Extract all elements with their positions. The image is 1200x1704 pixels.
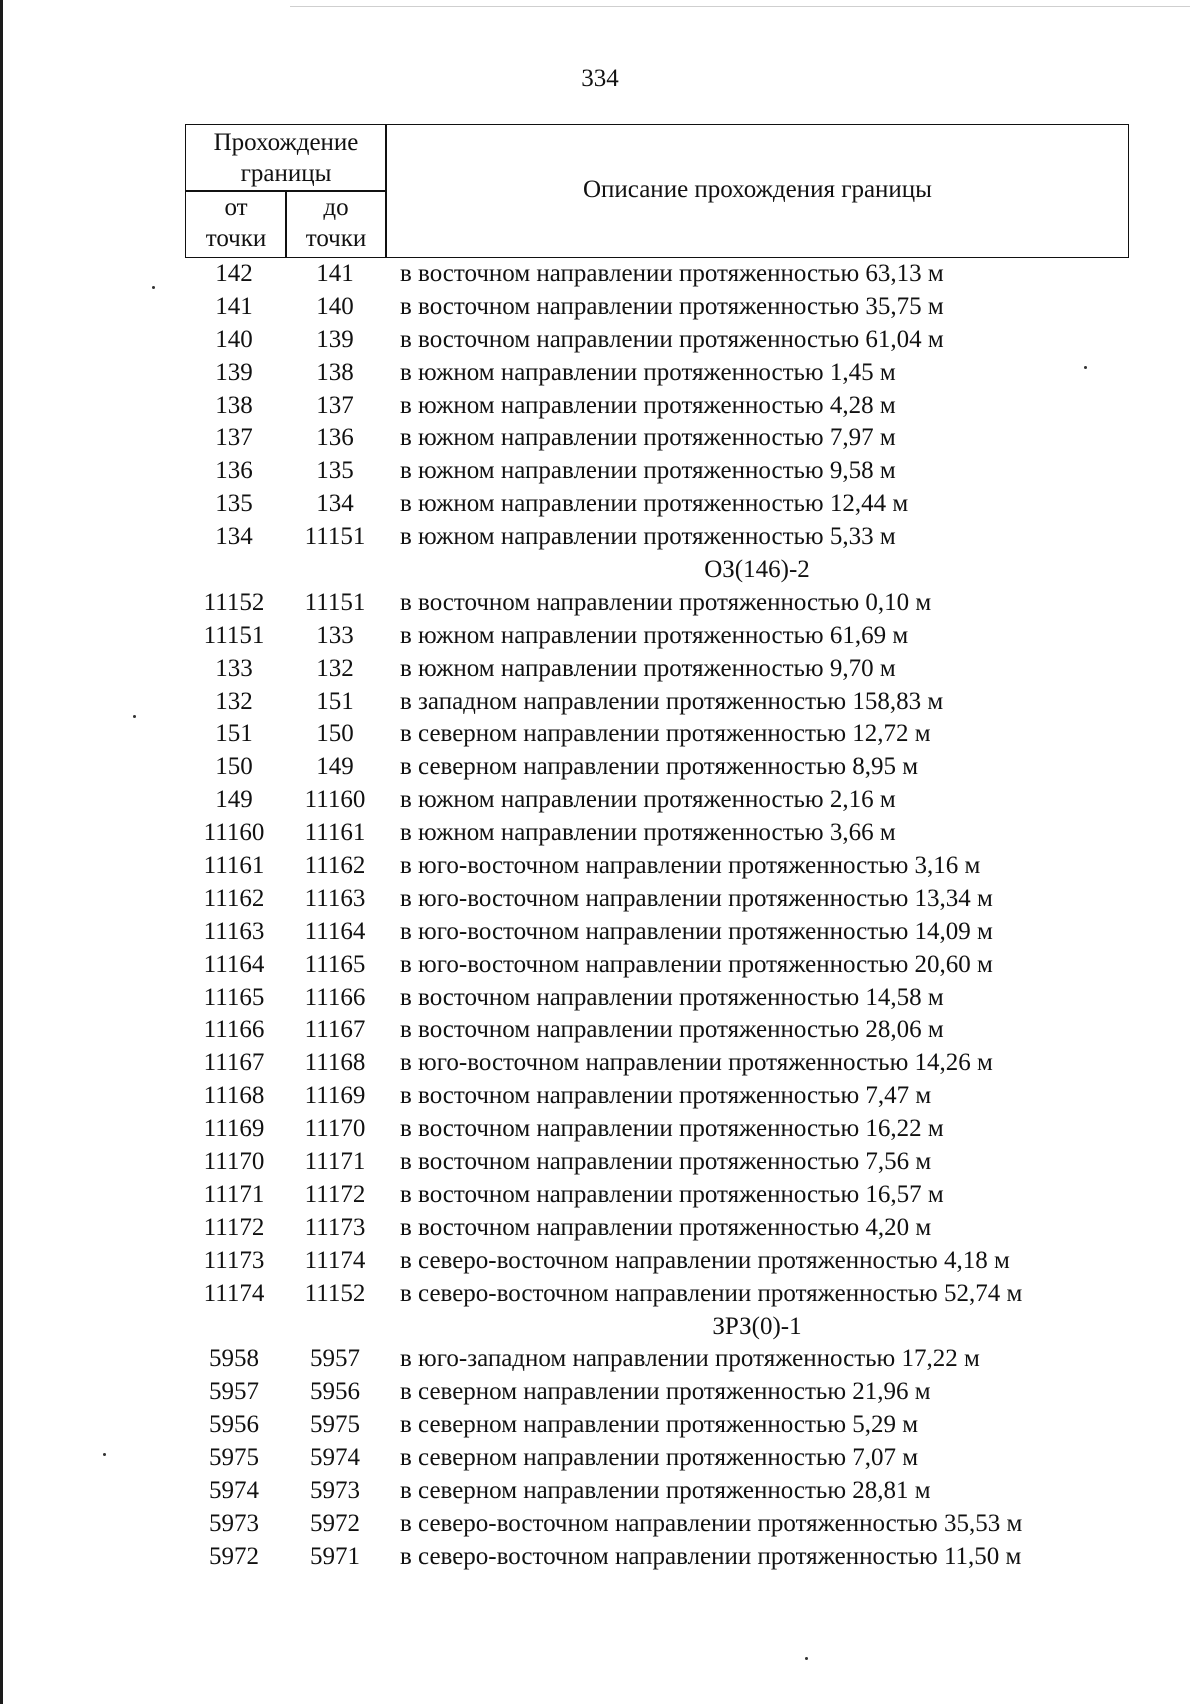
boundary-description: в южном направлении протяженностью 5,33 м (400, 523, 896, 551)
header-divider-from-to (285, 190, 287, 257)
to-point: 11163 (304, 884, 366, 912)
to-point: 136 (316, 424, 354, 452)
boundary-description: в восточном направлении протяженностью 63,13 м (400, 260, 944, 287)
table-row (0, 1343, 1200, 1376)
scan-speck (805, 1657, 808, 1660)
boundary-description: в южном направлении протяженностью 7,97 м (400, 424, 896, 452)
header-passage-label: Прохождение границы (213, 129, 359, 187)
table-row (0, 521, 1200, 554)
to-point: 11161 (304, 819, 366, 847)
table-row (0, 1376, 1200, 1409)
table-header (185, 124, 1129, 258)
table-row (0, 488, 1200, 521)
section-title: ЗРЗ(0)-1 (712, 1312, 802, 1340)
to-point: 11172 (304, 1180, 366, 1208)
to-point: 5972 (310, 1509, 360, 1537)
from-point: 5974 (209, 1476, 259, 1504)
boundary-description: в восточном направлении протяженностью 7,56 м (400, 1148, 932, 1176)
table-row (0, 1409, 1200, 1442)
boundary-description: в северном направлении протяженностью 21,96 м (400, 1378, 931, 1406)
to-point: 11174 (304, 1246, 366, 1274)
table-row (0, 1442, 1200, 1475)
table-row (0, 916, 1200, 949)
to-point: 11171 (304, 1148, 366, 1176)
from-point: 11170 (203, 1148, 265, 1176)
table-row (0, 1212, 1200, 1245)
table-row (0, 784, 1200, 817)
boundary-description: в восточном направлении протяженностью 4,20 м (400, 1213, 932, 1241)
to-point: 5971 (310, 1542, 360, 1570)
boundary-description: в южном направлении протяженностью 61,69 м (400, 621, 909, 649)
from-point: 11173 (203, 1246, 265, 1274)
from-point: 11169 (203, 1115, 265, 1143)
from-point: 5956 (209, 1411, 259, 1439)
boundary-description: в северо-восточном направлении протяженностью 4,18 м (400, 1246, 1010, 1274)
table-row (0, 324, 1200, 357)
boundary-description: в юго-западном направлении протяженностью 17,22 м (400, 1345, 980, 1373)
to-point: 141 (316, 260, 354, 287)
table-row (0, 1179, 1200, 1212)
boundary-description: в северном направлении протяженностью 7,07 м (400, 1444, 919, 1472)
table-row (0, 817, 1200, 850)
boundary-description: в северном направлении протяженностью 28,81 м (400, 1476, 931, 1504)
to-point: 134 (316, 490, 354, 518)
to-point: 150 (316, 720, 354, 748)
from-point: 150 (215, 753, 253, 781)
table-row (0, 587, 1200, 620)
from-point: 136 (215, 457, 253, 485)
boundary-description: в северном направлении протяженностью 12,72 м (400, 720, 931, 748)
from-point: 11152 (203, 588, 265, 616)
header-to-label: до точки (305, 194, 367, 252)
to-point: 139 (316, 325, 354, 353)
boundary-description: в южном направлении протяженностью 12,44 м (400, 490, 909, 518)
to-point: 135 (316, 457, 354, 485)
to-point: 5957 (310, 1345, 360, 1373)
from-point: 11163 (203, 917, 265, 945)
to-point: 138 (316, 358, 354, 386)
boundary-description: в западном направлении протяженностью 158,83 м (400, 687, 944, 715)
boundary-description: в восточном направлении протяженностью 28,06 м (400, 1016, 944, 1044)
from-point: 11161 (203, 852, 265, 880)
from-point: 5972 (209, 1542, 259, 1570)
to-point: 11165 (304, 950, 366, 978)
to-point: 5956 (310, 1378, 360, 1406)
table-row (0, 1475, 1200, 1508)
table-row (0, 653, 1200, 686)
to-point: 5973 (310, 1476, 360, 1504)
from-point: 135 (215, 490, 253, 518)
boundary-description: в южном направлении протяженностью 3,66 м (400, 819, 896, 847)
from-point: 151 (215, 720, 253, 748)
from-point: 5975 (209, 1444, 259, 1472)
from-point: 5957 (209, 1378, 259, 1406)
table-row (0, 390, 1200, 423)
boundary-description: в южном направлении протяженностью 2,16 м (400, 786, 896, 814)
table-row (0, 1508, 1200, 1541)
table-row (0, 883, 1200, 916)
boundary-description: в северном направлении протяженностью 8,95 м (400, 753, 919, 781)
to-point: 11169 (304, 1082, 366, 1110)
from-point: 11164 (203, 950, 265, 978)
boundary-description: в южном направлении протяженностью 4,28 м (400, 391, 896, 419)
from-point: 137 (215, 424, 253, 452)
table-row (0, 1047, 1200, 1080)
boundary-description: в северо-восточном направлении протяженностью 35,53 м (400, 1509, 1023, 1537)
to-point: 11170 (304, 1115, 366, 1143)
from-point: 11162 (203, 884, 265, 912)
boundary-description: в юго-восточном направлении протяженностью 13,34 м (400, 884, 993, 912)
header-description-label: Описание прохождения границы (583, 176, 932, 203)
section-row (0, 1311, 1200, 1344)
boundary-description: в северо-восточном направлении протяженностью 52,74 м (400, 1279, 1023, 1307)
from-point: 11171 (203, 1180, 265, 1208)
boundary-description: в юго-восточном направлении протяженностью 20,60 м (400, 950, 993, 978)
table-row (0, 422, 1200, 455)
table-row (0, 258, 1200, 291)
to-point: 11164 (304, 917, 366, 945)
scan-speck (103, 1453, 106, 1456)
from-point: 134 (215, 523, 253, 551)
boundary-description: в восточном направлении протяженностью 0,10 м (400, 588, 932, 616)
from-point: 11168 (203, 1082, 265, 1110)
table-row (0, 1541, 1200, 1574)
scan-speck (152, 286, 155, 289)
to-point: 11168 (304, 1049, 366, 1077)
header-from-label: от точки (205, 194, 267, 252)
from-point: 11166 (203, 1016, 265, 1044)
to-point: 11166 (304, 983, 366, 1011)
table-row (0, 1113, 1200, 1146)
scan-top-line (290, 6, 1190, 7)
from-point: 5958 (209, 1345, 259, 1373)
boundary-description: в северо-восточном направлении протяженностью 11,50 м (400, 1542, 1022, 1570)
to-point: 151 (316, 687, 354, 715)
to-point: 132 (316, 654, 354, 682)
to-point: 11162 (304, 852, 366, 880)
table-row (0, 620, 1200, 653)
to-point: 11173 (304, 1213, 366, 1241)
boundary-description: в юго-восточном направлении протяженностью 3,16 м (400, 852, 981, 880)
to-point: 11151 (304, 588, 366, 616)
table-row (0, 718, 1200, 751)
from-point: 11167 (203, 1049, 265, 1077)
table-row (0, 850, 1200, 883)
scan-speck (1084, 366, 1087, 369)
table-row (0, 1014, 1200, 1047)
boundary-description: в восточном направлении протяженностью 16,57 м (400, 1180, 944, 1208)
to-point: 140 (316, 292, 354, 320)
from-point: 133 (215, 654, 253, 682)
table-row (0, 949, 1200, 982)
to-point: 11151 (304, 523, 366, 551)
table-row (0, 357, 1200, 390)
from-point: 5973 (209, 1509, 259, 1537)
section-title: ОЗ(146)-2 (704, 556, 810, 584)
table-row (0, 455, 1200, 488)
table-row (0, 291, 1200, 324)
page-number: 334 (581, 65, 619, 92)
boundary-description: в восточном направлении протяженностью 14,58 м (400, 983, 944, 1011)
table-row (0, 751, 1200, 784)
boundary-description: в южном направлении протяженностью 9,58 м (400, 457, 896, 485)
from-point: 138 (215, 391, 253, 419)
from-point: 11165 (203, 983, 265, 1011)
from-point: 139 (215, 358, 253, 386)
header-divider-main (385, 125, 387, 257)
table-row (0, 1245, 1200, 1278)
table-row (0, 686, 1200, 719)
to-point: 137 (316, 391, 354, 419)
from-point: 132 (215, 687, 253, 715)
from-point: 140 (215, 325, 253, 353)
boundary-description: в восточном направлении протяженностью 61,04 м (400, 325, 944, 353)
boundary-description: в северном направлении протяженностью 5,29 м (400, 1411, 919, 1439)
boundary-description: в юго-восточном направлении протяженностью 14,26 м (400, 1049, 993, 1077)
boundary-description: в южном направлении протяженностью 9,70 м (400, 654, 896, 682)
boundary-description: в южном направлении протяженностью 1,45 м (400, 358, 896, 386)
from-point: 11174 (203, 1279, 265, 1307)
from-point: 149 (215, 786, 253, 814)
boundary-description: в восточном направлении протяженностью 7,47 м (400, 1082, 932, 1110)
boundary-description: в восточном направлении протяженностью 35,75 м (400, 292, 944, 320)
to-point: 11167 (304, 1016, 366, 1044)
to-point: 133 (316, 621, 354, 649)
from-point: 11160 (203, 819, 265, 847)
from-point: 141 (215, 292, 253, 320)
from-point: 11151 (203, 621, 265, 649)
from-point: 11172 (203, 1213, 265, 1241)
boundary-description: в юго-восточном направлении протяженностью 14,09 м (400, 917, 993, 945)
boundary-description: в восточном направлении протяженностью 16,22 м (400, 1115, 944, 1143)
to-point: 5974 (310, 1444, 360, 1472)
table-row (0, 1080, 1200, 1113)
section-row (0, 554, 1200, 587)
to-point: 5975 (310, 1411, 360, 1439)
table-row (0, 1146, 1200, 1179)
table-row (0, 1278, 1200, 1311)
to-point: 149 (316, 753, 354, 781)
from-point: 142 (215, 260, 253, 287)
to-point: 11152 (304, 1279, 366, 1307)
table-row (0, 982, 1200, 1015)
to-point: 11160 (304, 786, 366, 814)
scan-speck (133, 715, 136, 718)
boundary-table-body (0, 258, 1200, 1574)
